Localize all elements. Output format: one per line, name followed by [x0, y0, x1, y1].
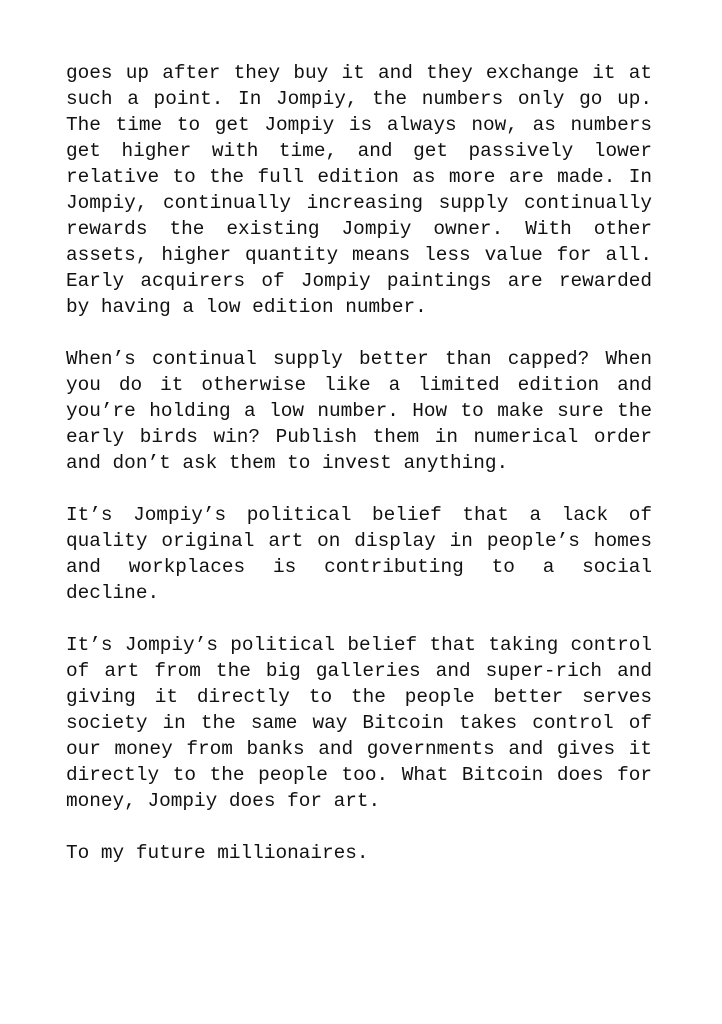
paragraph-closing: To my future millionaires.: [66, 842, 369, 864]
paragraph-bitcoin-comparison: It’s Jompiy’s political belief that taking control of art from the big galleries and super-rich and giving it directly to the people better serves society in the same way Bitcoin takes control of our money from banks and governments and gives it directly to the people too. What Bitcoin does for money, Jompiy does for art.: [66, 634, 652, 812]
paragraph-social-decline: It’s Jompiy’s political belief that a lack of quality original art on display in people’s homes and workplaces is contributing to a social decline.: [66, 504, 652, 604]
paragraph-edition-numbers: goes up after they buy it and they exchange it at such a point. In Jompiy, the numbers only go up. The time to get Jompiy is always now, as numbers get higher with time, and get passively lower relative to the full edition as more are made. In Jompiy, continually increasing supply continually rewards the existing Jompiy owner. With other assets, higher quantity means less value for all. Early acquirers of Jompiy paintings are rewarded by having a low edition number.: [66, 62, 652, 318]
document-page: [66, 60, 652, 866]
paragraph-continual-supply: When’s continual supply better than capped? When you do it otherwise like a limited edition and you’re holding a low number. How to make sure the early birds win? Publish them in numerical order and don’t ask them to invest anything.: [66, 348, 652, 474]
